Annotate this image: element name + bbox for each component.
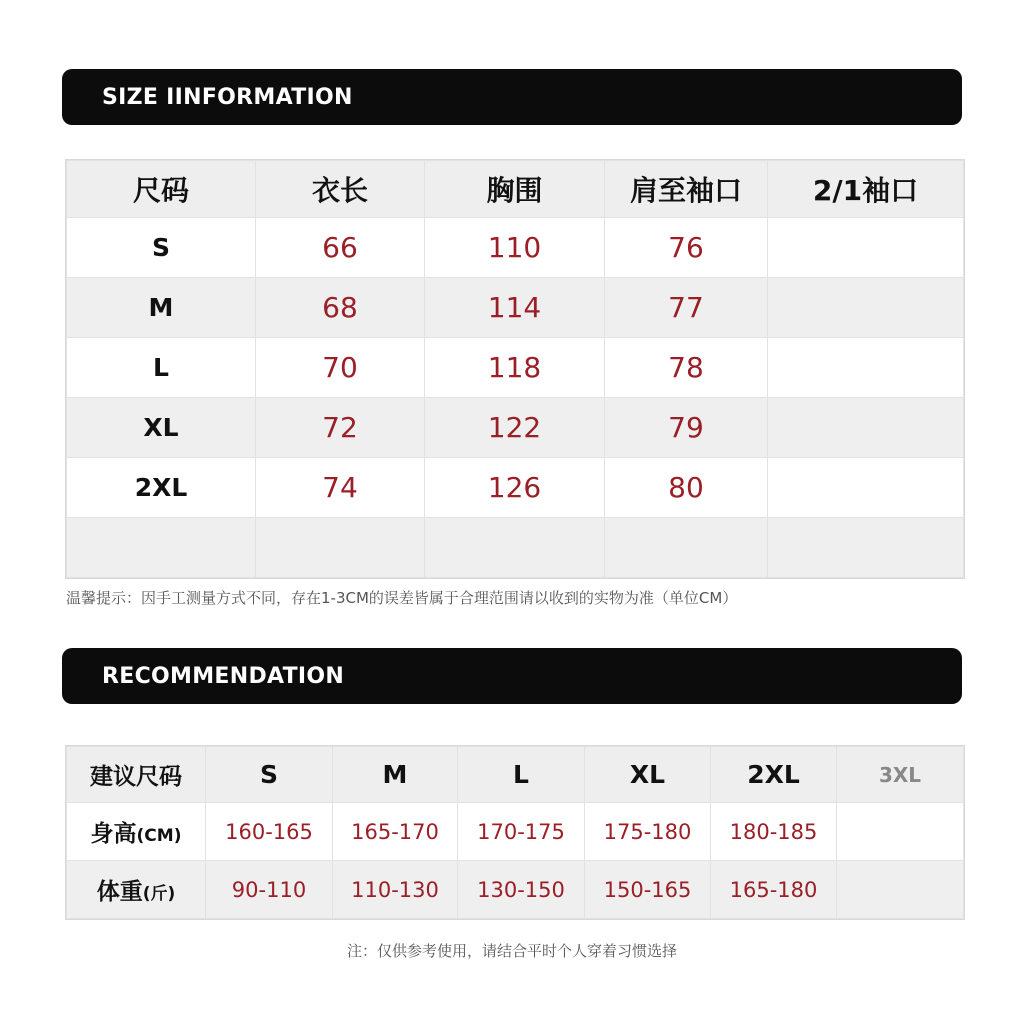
weight-cell: 130-150 (458, 861, 585, 919)
size-table (66, 160, 964, 578)
cuff-cell (768, 338, 964, 398)
table-row (67, 518, 964, 578)
height-row (67, 803, 964, 861)
weight-cell: 110-130 (333, 861, 458, 919)
weight-cell: 150-165 (585, 861, 711, 919)
measurement-note: 温馨提示：因手工测量方式不同，存在1-3CM的误差皆属于合理范围请以收到的实物为准（单位CM） (66, 589, 738, 607)
table-row (67, 338, 964, 398)
size-information-title: SIZE IINFORMATION (102, 84, 353, 110)
height-label-text: 身高 (90, 821, 137, 847)
cuff-cell (768, 398, 964, 458)
table-row (67, 218, 964, 278)
chest-cell: 110 (425, 218, 605, 278)
header-half-cuff: 2/1袖口 (768, 161, 964, 218)
cuff-cell (768, 218, 964, 278)
size-cell: 2XL (67, 458, 256, 518)
cuff-cell (768, 278, 964, 338)
weight-cell (837, 861, 964, 919)
recommended-size-label: 建议尺码 (67, 747, 206, 803)
sleeve-cell: 80 (605, 458, 768, 518)
weight-row (67, 861, 964, 919)
header-size: 尺码 (67, 161, 256, 218)
weight-unit: (斤) (142, 884, 176, 904)
chest-cell: 114 (425, 278, 605, 338)
table-row (67, 398, 964, 458)
height-cell: 180-185 (711, 803, 837, 861)
weight-cell: 165-180 (711, 861, 837, 919)
size-cell: M (67, 278, 256, 338)
chest-cell: 118 (425, 338, 605, 398)
length-cell: 72 (256, 398, 425, 458)
cuff-cell (768, 458, 964, 518)
length-cell: 74 (256, 458, 425, 518)
header-length: 衣长 (256, 161, 425, 218)
weight-label (67, 861, 206, 919)
rec-size-xl: XL (585, 747, 711, 803)
rec-size-s: S (206, 747, 333, 803)
height-cell: 170-175 (458, 803, 585, 861)
height-cell: 160-165 (206, 803, 333, 861)
sleeve-cell: 76 (605, 218, 768, 278)
table-row (67, 458, 964, 518)
header-shoulder-to-cuff: 肩至袖口 (605, 161, 768, 218)
sleeve-cell: 79 (605, 398, 768, 458)
recommendation-header-row (67, 747, 964, 803)
length-cell: 68 (256, 278, 425, 338)
rec-size-3xl: 3XL (837, 747, 964, 803)
length-cell: 66 (256, 218, 425, 278)
chest-cell (425, 518, 605, 578)
size-table-header-row (67, 161, 964, 218)
chest-cell: 122 (425, 398, 605, 458)
sleeve-cell: 77 (605, 278, 768, 338)
rec-size-l: L (458, 747, 585, 803)
size-cell: XL (67, 398, 256, 458)
size-information-banner (62, 69, 962, 125)
size-cell: L (67, 338, 256, 398)
weight-label-text: 体重 (96, 879, 143, 905)
recommendation-title: RECOMMENDATION (102, 663, 345, 689)
size-cell: S (67, 218, 256, 278)
cuff-cell (768, 518, 964, 578)
table-row (67, 278, 964, 338)
rec-size-2xl: 2XL (711, 747, 837, 803)
sleeve-cell: 78 (605, 338, 768, 398)
height-cell: 175-180 (585, 803, 711, 861)
length-cell (256, 518, 425, 578)
sleeve-cell (605, 518, 768, 578)
weight-cell: 90-110 (206, 861, 333, 919)
length-cell: 70 (256, 338, 425, 398)
height-label (67, 803, 206, 861)
header-chest: 胸围 (425, 161, 605, 218)
height-cell (837, 803, 964, 861)
height-cell: 165-170 (333, 803, 458, 861)
size-cell (67, 518, 256, 578)
chest-cell: 126 (425, 458, 605, 518)
reference-note: 注：仅供参考使用，请结合平时个人穿着习惯选择 (346, 942, 677, 960)
height-unit: (CM) (136, 826, 182, 846)
recommendation-banner (62, 648, 962, 704)
recommendation-table (66, 746, 964, 919)
rec-size-m: M (333, 747, 458, 803)
